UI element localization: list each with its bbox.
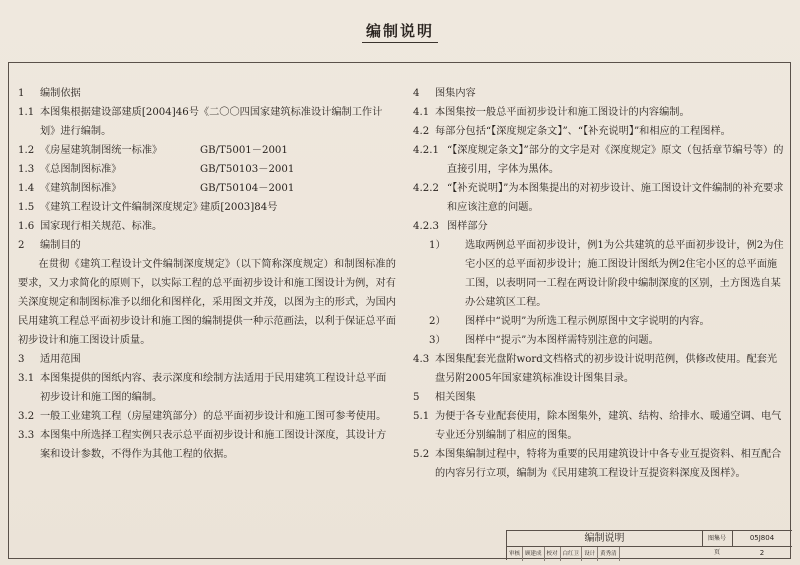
figure-note-3: 3） 图样中“提示”为本图样需特别注意的问题。 [429,335,659,346]
section-heading: 1 编制依据 [18,88,81,99]
signoff-cell: 校对 [545,547,561,561]
clause-4-2-2: 4.2.2 “【补充说明】”为本图集提出的对初步设计、施工图设计文件编制的补充要求和应该注意的问题。 [413,183,784,213]
clause-4-3: 4.3 本图集配套光盘附word文档格式的初步设计说明范例，供修改使用。配套光盘另附2005年国家建筑标准设计图集目录。 [413,354,778,384]
page-label: 页 [713,549,720,556]
clause-3-2: 3.2 一般工业建筑工程（房屋建筑部分）的总平面初步设计和施工图可参考使用。 [18,411,387,422]
clause-5-1: 5.1 为便于各专业配套使用，除本图集外，建筑、结构、给排水、暖通空调、电气专业还分别编制了相应的图集。 [413,411,782,441]
clause-3-3: 3.3 本图集中所选择工程实例只表示总平面初步设计和施工图设计深度，其设计方案和设计参数，不得作为其他工程的依据。 [18,430,387,460]
clause-4-2: 4.2 每部分包括“【深度规定条文】”、“【补充说明】”和相应的工程图样。 [413,126,731,137]
atlas-number: 05J804 [749,534,775,542]
section-heading: 2 编制目的 [18,240,81,251]
clause-4-2-1: 4.2.1 “【深度规定条文】”部分的文字是对《深度规定》原文（包括章节编号等）的直接引用，字体为黑体。 [413,145,784,175]
signoff-cell: 白红卫 [561,547,583,561]
clause-4-1: 4.1 本图集按一般总平面初步设计和施工图设计的内容编制。 [413,107,690,118]
right-column [413,84,785,483]
section-heading: 5 相关图集 [413,392,476,403]
section-heading: 4 图集内容 [413,88,476,99]
clause-5-2: 5.2 本图集编制过程中，特将为重要的民用建筑设计中各专业互提资料、相互配合的内容另行立项，编制为《民用建筑工程设计互提资料深度及图样》。 [413,449,782,479]
signoff-cell: 设计 [582,547,598,561]
clause-4-2-3: 4.2.3 图样部分 [413,221,488,232]
standard-row: 1.2 《房屋建筑制图统一标准》 GB/T5001－2001 [18,145,288,156]
signoff-cell: 审核 [507,547,523,561]
title-block-name: 编制说明 [507,531,703,546]
page-number: 2 [759,549,765,557]
standard-row: 1.5 《建筑工程设计文件编制深度规定》 建质[2003]84号 [18,202,278,213]
section-heading: 3 适用范围 [18,354,81,365]
clause-1-6: 1.6 国家现行相关规范、标准。 [18,221,163,232]
page-title: 编制说明 [0,20,800,41]
signoff-cell: 顾建成 [523,547,545,561]
signoff-cell: 黄秀清 [598,547,620,561]
atlas-number-label: 图集号 [702,531,733,546]
standard-row: 1.3 《总图制图标准》 GB/T50103－2001 [18,164,295,175]
figure-note-2: 2） 图样中“说明”为所选工程示例原图中文字说明的内容。 [429,316,710,327]
figure-note-1: 1） 选取两例总平面初步设计，例1为公共建筑的总平面初步设计，例2为住宅小区的总平面初步设计；施工图设计图纸为例2住宅小区的总平面施工图，以表明同一工程在两设计阶段中编制深度的区别，土方图选自某办公建筑区工程。 [429,240,784,308]
title-block [506,530,792,560]
clause-3-1: 3.1 本图集提供的图纸内容、表示深度和绘制方法适用于民用建筑工程设计总平面初步设计和施工图的编制。 [18,373,387,403]
left-column [18,84,396,464]
clause-1-1: 1.1 本图集根据建设部建质[2004]46号《二〇〇四国家建筑标准设计编制工作计划》进行编制。 [18,107,383,137]
purpose-paragraph: 在贯彻《建筑工程设计文件编制深度规定》（以下简称深度规定）和制图标准的要求，又力求简化的原则下，以实际工程的总平面初步设计和施工图设计为例，对有关深度规定和制图标准予以细化和图样化，采用图文并茂，以图为主的形式，为国内民用建筑工程总平面初步设计和施工图的编制提供一种示范画法，以利于保证总平面初步设计和施工图设计质量。 [18,259,396,346]
standard-row: 1.4 《建筑制图标准》 GB/T50104－2001 [18,183,295,194]
